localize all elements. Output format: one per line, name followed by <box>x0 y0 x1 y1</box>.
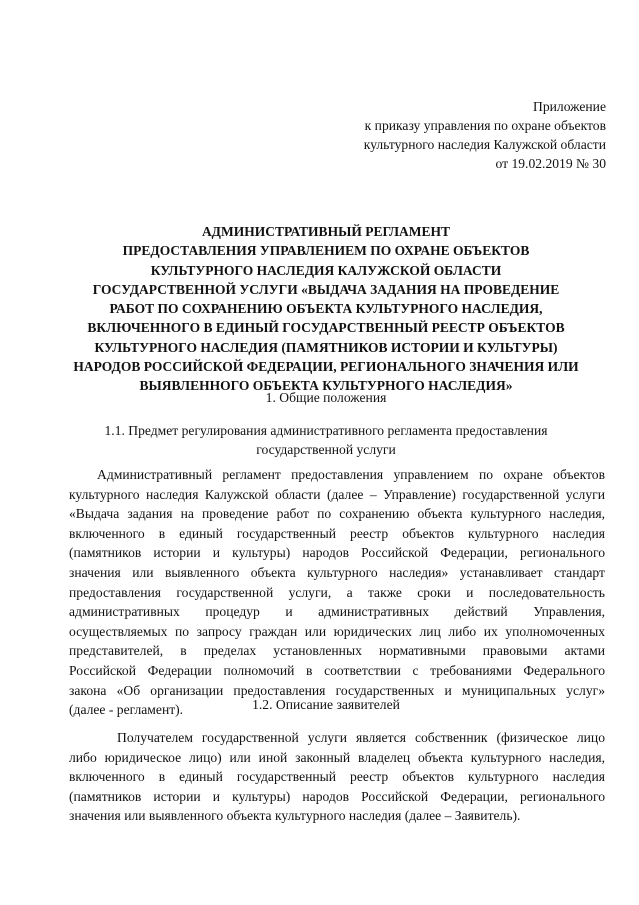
title-line: ГОСУДАРСТВЕННОЙ УСЛУГИ «ВЫДАЧА ЗАДАНИЯ НА ПРОВЕДЕНИЕ <box>92 281 560 297</box>
paragraph-line: представителей, в пределах установленных нормативными правовыми актами <box>69 643 605 659</box>
paragraph-line: либо юридическое лицо) или иной законный владелец объекта культурного наследия, <box>69 749 605 765</box>
section-1-heading <box>60 388 592 407</box>
appendix-line: к приказу управления по охране объектов <box>364 118 606 133</box>
paragraph-line: (памятников истории и культуры) народов Российской Федерации, регионального <box>69 788 605 804</box>
paragraph-line: Административный регламент предоставления управлением по охране объектов <box>97 467 605 482</box>
paragraph-line: культурного наследия Калужской области (далее – Управление) государственной услуги <box>69 486 605 502</box>
title-line: КУЛЬТУРНОГО НАСЛЕДИЯ (ПАМЯТНИКОВ ИСТОРИИ И КУЛЬТУРЫ) <box>94 339 558 355</box>
section-heading-text: 1. Общие положения <box>265 390 387 405</box>
appendix-block <box>364 97 606 173</box>
title-line: ВКЛЮЧЕННОГО В ЕДИНЫЙ ГОСУДАРСТВЕННЫЙ РЕЕСТР ОБЪЕКТОВ <box>87 320 565 336</box>
paragraph-line: значения или выявленного объекта культурного наследия (далее – Заявитель). <box>69 808 521 824</box>
paragraph-line: включенного в единый государственный реестр объектов культурного наследия <box>69 769 605 785</box>
title-line: НАРОДОВ РОССИЙСКОЙ ФЕДЕРАЦИИ, РЕГИОНАЛЬНОГО ЗНАЧЕНИЯ ИЛИ <box>73 359 579 375</box>
appendix-line: Приложение <box>533 99 606 114</box>
section-1-1-heading <box>60 421 592 459</box>
document-title <box>60 222 592 396</box>
section-heading-text: 1.2. Описание заявителей <box>252 697 400 712</box>
paragraph-line: закона «Об организации предоставления государственных и муниципальных услуг» <box>69 682 605 698</box>
section-heading-text: государственной услуги <box>256 442 396 457</box>
title-line: ВЫЯВЛЕННОГО ОБЪЕКТА КУЛЬТУРНОГО НАСЛЕДИЯ» <box>139 378 513 394</box>
paragraph-line: включенного в единый государственный реестр объектов культурного наследия <box>69 525 605 541</box>
paragraph-line: административных процедур и административных действий Управления, <box>69 604 605 620</box>
appendix-line: от 19.02.2019 № 30 <box>495 156 606 171</box>
appendix-line: культурного наследия Калужской области <box>363 137 606 152</box>
paragraph-line: (памятников истории и культуры) народов Российской Федерации, регионального <box>69 545 605 561</box>
section-1-1-paragraph <box>69 465 605 720</box>
section-1-2-paragraph <box>69 728 605 826</box>
paragraph-line: «Выдача задания на проведение работ по сохранению объекта культурного наследия, <box>69 506 605 522</box>
title-line: РАБОТ ПО СОХРАНЕНИЮ ОБЪЕКТА КУЛЬТУРНОГО НАСЛЕДИЯ, <box>109 301 543 317</box>
paragraph-line: Получателем государственной услуги является собственник (физическое лицо <box>117 730 605 745</box>
paragraph-line: осуществляемых по запросу граждан или юридических лиц либо их уполномоченных <box>69 623 605 639</box>
title-line: КУЛЬТУРНОГО НАСЛЕДИЯ КАЛУЖСКОЙ ОБЛАСТИ <box>150 262 502 278</box>
section-heading-text: 1.1. Предмет регулирования административного регламента предоставления <box>104 423 548 438</box>
paragraph-line: Российской Федерации полномочий в соответствии с требованиями Федерального <box>69 662 605 678</box>
section-1-2-heading <box>60 695 592 714</box>
title-line: АДМИНИСТРАТИВНЫЙ РЕГЛАМЕНТ <box>201 224 451 239</box>
paragraph-line: значения или выявленного объекта культурного наследия» устанавливает стандарт <box>69 564 605 580</box>
title-line: ПРЕДОСТАВЛЕНИЯ УПРАВЛЕНИЕМ ПО ОХРАНЕ ОБЪЕКТОВ <box>122 243 530 259</box>
paragraph-line: (далее - регламент). <box>69 702 184 718</box>
paragraph-line: предоставления государственной услуги, а также сроки и последовательность <box>69 584 605 600</box>
